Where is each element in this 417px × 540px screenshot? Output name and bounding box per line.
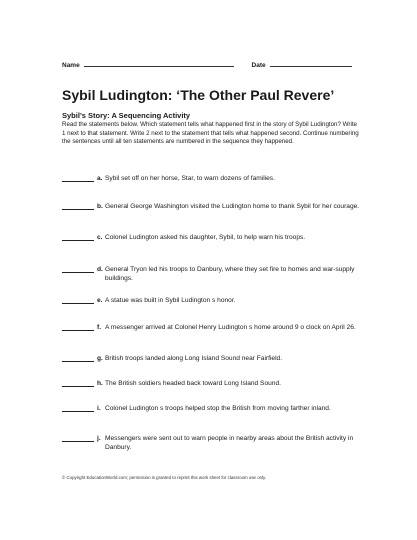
copyright-footer: © Copyright EducationWorld.com; permission is granted to reprint this work sheet for classroom use only. xyxy=(62,475,267,480)
item-text: General Tryon led his troops to Danbury, where they set fire to homes and war-supply buildings. xyxy=(105,266,355,283)
item-text: Messengers were sent out to warn people in nearby areas about the British activity in Danbury. xyxy=(105,435,354,452)
answer-blank[interactable] xyxy=(62,361,94,362)
item-text: The British soldiers headed back toward Long Island Sound. xyxy=(105,380,281,387)
item-text: Sybil set off on her horse, Star, to warn dozens of families. xyxy=(105,175,275,182)
item-text: Colonel Ludington s troops helped stop the British from moving farther inland. xyxy=(105,405,331,412)
item-letter: g. xyxy=(97,355,103,362)
answer-blank[interactable] xyxy=(62,209,94,210)
item-text: British troops landed along Long Island Sound near Fairfield. xyxy=(105,355,283,362)
item-text: A statue was built in Sybil Ludington s honor. xyxy=(105,297,236,304)
item-letter: j. xyxy=(97,435,101,442)
item-letter: a. xyxy=(97,175,103,182)
instructions: Read the statements below. Which statement tells what happened first in the story of Sybil Ludington? Write 1 next to that statement. Write 2 next to the statement that tells what happened second. Continue numbering the sentences until all ten statements are numbered in the sequence they happened. xyxy=(62,121,359,146)
date-label: Date xyxy=(251,62,266,69)
item-letter: i. xyxy=(97,405,101,412)
item-letter: b. xyxy=(97,203,103,210)
answer-blank[interactable] xyxy=(62,272,94,273)
answer-blank[interactable] xyxy=(62,411,94,412)
worksheet-title: Sybil Ludington: ‘The Other Paul Revere’ xyxy=(62,87,335,103)
item-text: General George Washington visited the Ludington home to thank Sybil for her courage. xyxy=(105,203,360,210)
answer-blank[interactable] xyxy=(62,330,94,331)
answer-blank[interactable] xyxy=(62,386,94,387)
name-blank[interactable] xyxy=(84,60,234,67)
item-letter: c. xyxy=(97,234,103,241)
item-letter: h. xyxy=(97,380,103,387)
answer-blank[interactable] xyxy=(62,240,94,241)
date-blank[interactable] xyxy=(270,60,352,67)
answer-blank[interactable] xyxy=(62,303,94,304)
answer-blank[interactable] xyxy=(62,181,94,182)
item-letter: d. xyxy=(97,266,103,273)
answer-blank[interactable] xyxy=(62,441,94,442)
activity-subtitle: Sybil’s Story: A Sequencing Activity xyxy=(62,111,191,120)
item-text: Colonel Ludington asked his daughter, Sybil, to help warn his troops. xyxy=(105,234,306,241)
item-letter: e. xyxy=(97,297,103,304)
name-label: Name xyxy=(62,62,80,69)
item-text: A messenger arrived at Colonel Henry Ludington s home around 9 o clock on April 26. xyxy=(105,324,356,331)
name-date-header xyxy=(62,60,358,69)
item-letter: f. xyxy=(97,324,102,331)
